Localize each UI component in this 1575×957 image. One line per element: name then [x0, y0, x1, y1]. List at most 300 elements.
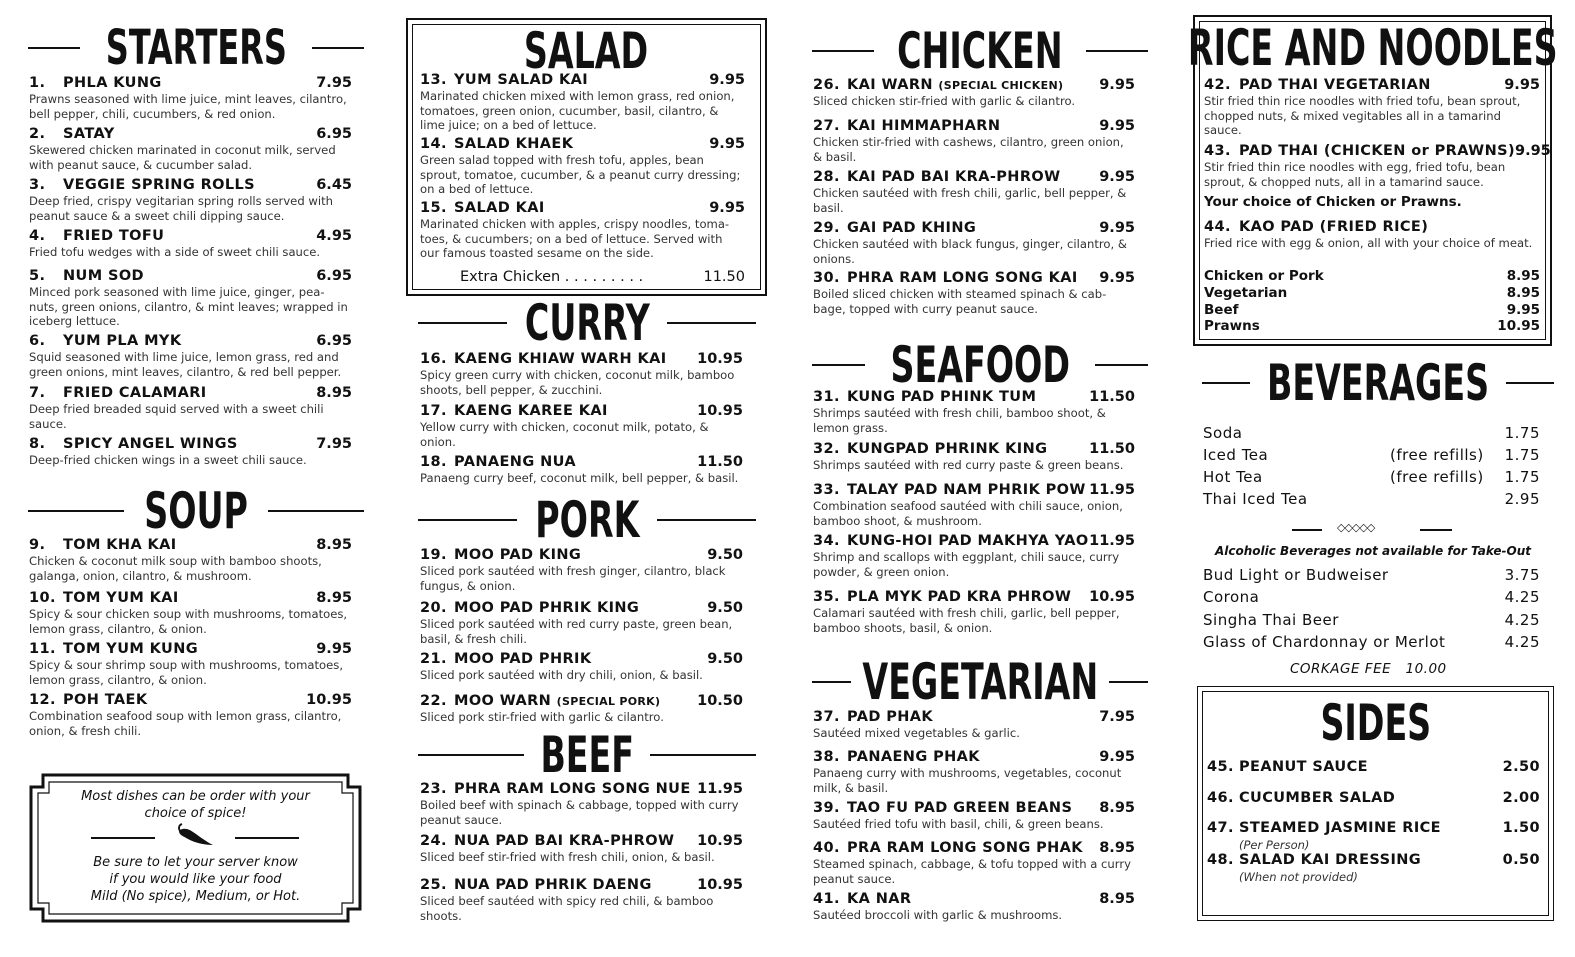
menu-item-price: 9.95 — [1099, 749, 1135, 765]
menu-item-name — [29, 436, 238, 452]
menu-item-price: 7.95 — [316, 436, 352, 452]
menu-item-price: 9.50 — [707, 600, 743, 616]
menu-item-row — [813, 270, 1135, 286]
side-item-name — [1207, 852, 1421, 868]
menu-item-row — [813, 749, 1135, 765]
menu-item-name — [29, 641, 198, 657]
menu-item — [813, 118, 1135, 164]
menu-item-description: Panaeng curry with mushrooms, vegetables, coconut milk, & basil. — [813, 766, 1122, 795]
menu-item-price: 8.95 — [316, 385, 352, 401]
seafood-heading — [812, 336, 1148, 394]
menu-item-title: KAI WARN — [847, 77, 933, 93]
menu-item-name — [420, 351, 667, 367]
menu-item-price: 8.95 — [1099, 891, 1135, 907]
extra-chicken-label: Extra Chicken . . . . . . . . . — [460, 269, 644, 285]
menu-item-title: KUNG-HOI PAD MAKHYA YAO — [847, 533, 1089, 549]
menu-item-description: Marinated chicken with apples, crispy noodles, toma-toes, & cucumbers; on a bed of lettuce. Served with our famous toasted sesame on the side. — [420, 217, 730, 260]
menu-item-price: 9.95 — [1504, 77, 1540, 93]
menu-item-row — [29, 126, 352, 142]
menu-item — [420, 72, 745, 133]
menu-item-name — [813, 891, 911, 907]
menu-item-name — [420, 547, 581, 563]
menu-item-row — [29, 692, 352, 708]
menu-item-description: Chicken stir-fried with cashews, cilantro, green onion, & basil. — [813, 135, 1124, 164]
menu-item-price: 9.95 — [709, 136, 745, 152]
starters-title: STARTERS — [105, 20, 287, 76]
rice-heading — [1187, 19, 1558, 77]
alcohol-row — [1203, 566, 1540, 584]
menu-item — [420, 200, 745, 261]
alcohol-price: 3.75 — [1504, 566, 1540, 584]
menu-item-number: 23. — [420, 781, 447, 797]
menu-item-description: Boiled sliced chicken with steamed spinach & cab-bage, topped with curry peanut sauce. — [813, 287, 1107, 316]
menu-item — [813, 891, 1135, 923]
rice-option-label: Beef — [1204, 302, 1239, 318]
menu-item-name — [29, 590, 179, 606]
diamond-ornament-icon: ◇◇◇◇◇ — [1337, 521, 1375, 534]
menu-item-price: 11.95 — [1089, 533, 1135, 549]
spice-line-5: Mild (No spice), Medium, or Hot. — [90, 889, 301, 904]
side-item-number: 48. — [1207, 852, 1234, 868]
menu-item-number: 27. — [813, 118, 840, 134]
alcohol-price: 4.25 — [1504, 633, 1540, 651]
pork-heading — [418, 491, 756, 549]
spice-line-2: choice of spice! — [144, 806, 247, 821]
spice-line-3: Be sure to let your server know — [93, 855, 298, 870]
menu-item-name — [420, 200, 545, 216]
menu-item-number: 10. — [29, 590, 56, 606]
menu-item-description: Sliced chicken stir-fried with garlic & cilantro. — [813, 94, 1076, 108]
menu-item-title: POH TAEK — [63, 692, 148, 708]
rice-option-price: 8.95 — [1506, 268, 1540, 284]
menu-item-name — [1204, 143, 1515, 159]
menu-item-row — [420, 833, 743, 849]
menu-item-title: PANAENG PHAK — [847, 749, 980, 765]
beverage-row — [1203, 424, 1540, 442]
menu-item-description: Marinated chicken mixed with lemon grass, red onion, tomatoes, green onion, cucumber, basil, cilantro, & lime juice; on a bed of lettuce. — [420, 89, 735, 132]
menu-item-description: Spicy & sour shrimp soup with mushrooms, tomatoes, lemon grass, cilantro, & onion. — [29, 658, 344, 687]
side-item-row — [1207, 759, 1540, 775]
menu-item-number: 40. — [813, 840, 840, 856]
menu-item-row — [29, 385, 352, 401]
menu-item-title: SALAD KHAEK — [454, 136, 574, 152]
menu-item-title: VEGGIE SPRING ROLLS — [63, 177, 256, 193]
alcohol-price: 4.25 — [1504, 588, 1540, 606]
menu-item-title: PHLA KUNG — [63, 75, 162, 91]
curry-heading — [418, 294, 756, 352]
menu-item-number: 19. — [420, 547, 447, 563]
side-item-price: 2.00 — [1502, 790, 1540, 806]
menu-item — [420, 781, 743, 827]
side-item-number: 47. — [1207, 820, 1234, 836]
side-item-number: 46. — [1207, 790, 1234, 806]
menu-item-description: Spicy & sour chicken soup with mushrooms, tomatoes, lemon grass, cilantro, & onion. — [29, 607, 348, 636]
menu-item-name — [813, 270, 1078, 286]
menu-item-title: PHRA RAM LONG SONG NUE — [454, 781, 691, 797]
side-item-title: STEAMED JASMINE RICE — [1239, 820, 1441, 836]
menu-item-description: Sautéed fried tofu with basil, chili, & green beans. — [813, 817, 1104, 831]
alcohol-note: Alcoholic Beverages not available for Take-Out — [1214, 544, 1531, 558]
menu-item-price: 10.95 — [306, 692, 352, 708]
menu-item — [29, 75, 352, 121]
menu-item-row — [420, 136, 745, 152]
menu-item-description: Fried rice with egg & onion, all with your choice of meat. — [1204, 236, 1533, 250]
menu-item — [1204, 143, 1551, 189]
menu-item-price: 11.95 — [1089, 482, 1135, 498]
menu-item-price: 8.95 — [1099, 800, 1135, 816]
menu-item-description: Sliced pork sautéed with red curry paste, green bean, basil, & fresh chili. — [420, 617, 733, 646]
alcohol-row — [1203, 588, 1540, 606]
side-item-note: (Per Person) — [1239, 838, 1310, 852]
menu-item — [29, 590, 352, 636]
spice-note-box — [29, 773, 362, 923]
menu-item-price: 7.95 — [316, 75, 352, 91]
menu-item-description: Sautéed mixed vegetables & garlic. — [813, 726, 1020, 740]
menu-item-title: TOM YUM KAI — [63, 590, 179, 606]
beverage-note: (free refills) — [1390, 468, 1484, 486]
menu-item-title: TOM YUM KUNG — [63, 641, 199, 657]
menu-item-price: 6.95 — [316, 268, 352, 284]
menu-item — [813, 441, 1135, 473]
vegetarian-title: VEGETARIAN — [862, 653, 1098, 711]
menu-item-price: 6.95 — [316, 126, 352, 142]
menu-item-name — [29, 333, 181, 349]
extra-chicken-row — [460, 269, 745, 285]
menu-item-title: YUM PLA MYK — [63, 333, 182, 349]
soup-title: SOUP — [144, 482, 248, 540]
menu-item-name — [29, 268, 144, 284]
menu-item-title: SATAY — [63, 126, 115, 142]
menu-item-number: 44. — [1204, 219, 1231, 235]
menu-item — [420, 693, 743, 725]
menu-item-description: Panaeng curry beef, coconut milk, bell pepper, & basil. — [420, 471, 739, 485]
side-item-row — [1207, 820, 1540, 836]
beverages-heading — [1202, 354, 1554, 412]
menu-item-subtitle: (SPECIAL CHICKEN) — [938, 79, 1064, 92]
menu-item-title: TAO FU PAD GREEN BEANS — [847, 800, 1073, 816]
rice-title: RICE AND NOODLES — [1187, 19, 1558, 77]
menu-item-row — [813, 800, 1135, 816]
menu-item-price: 11.50 — [1089, 389, 1135, 405]
menu-item-name — [1204, 219, 1428, 235]
menu-item-number: 7. — [29, 385, 46, 401]
menu-item-row — [1204, 219, 1540, 235]
menu-item-title: MOO PAD KING — [454, 547, 582, 563]
menu-item-row — [29, 268, 352, 284]
menu-item — [420, 454, 743, 486]
menu-item-title: MOO PAD PHRIK — [454, 651, 592, 667]
menu-item-price: 9.95 — [1099, 220, 1135, 236]
pork-title: PORK — [534, 491, 640, 549]
menu-item-name — [813, 220, 976, 236]
menu-item-number: 22. — [420, 693, 447, 709]
rice-option-row — [1204, 285, 1540, 301]
side-item-name — [1207, 820, 1441, 836]
menu-item — [420, 877, 743, 923]
side-item-row — [1207, 790, 1540, 806]
menu-item-name — [813, 709, 933, 725]
menu-item-row — [813, 118, 1135, 134]
menu-item-price: 10.50 — [697, 693, 743, 709]
menu-item — [29, 126, 352, 172]
beverage-price: 1.75 — [1504, 424, 1540, 442]
divider — [1420, 529, 1452, 531]
menu-item-description: Stir fried thin rice noodles with fried tofu, bean sprout, chopped nuts, & mixed vegitables all in a tamarind sauce. — [1204, 94, 1521, 137]
menu-item-row — [29, 590, 352, 606]
chili-pepper-icon — [175, 823, 217, 849]
menu-item-number: 9. — [29, 537, 46, 553]
menu-item-name — [813, 800, 1072, 816]
menu-item-number: 15. — [420, 200, 447, 216]
menu-item-description: Shrimp and scallops with eggplant, chili sauce, curry powder, & green onion. — [813, 550, 1120, 579]
beverage-note: (free refills) — [1390, 446, 1484, 464]
menu-item-name — [420, 403, 608, 419]
menu-item-description: Calamari sautéed with fresh chili, garlic, bell pepper, bamboo shoots, basil, & onion. — [813, 606, 1120, 635]
menu-item-title: MOO WARN — [454, 693, 552, 709]
menu-item — [420, 833, 743, 865]
menu-item-name — [1204, 77, 1431, 93]
menu-item-row — [420, 403, 743, 419]
menu-item-row — [813, 441, 1135, 457]
menu-item — [420, 351, 743, 397]
menu-item-row — [420, 600, 743, 616]
curry-title: CURRY — [524, 294, 650, 352]
rice-option-label: Vegetarian — [1204, 285, 1288, 301]
menu-item-title: PAD THAI (CHICKEN or PRAWNS) — [1239, 143, 1515, 159]
menu-item-description: Shrimps sautéed with red curry paste & green beans. — [813, 458, 1124, 472]
corkage-fee: CORKAGE FEE 10.00 — [1290, 661, 1447, 677]
menu-item-number: 32. — [813, 441, 840, 457]
menu-item-title: TOM KHA KAI — [63, 537, 177, 553]
menu-item-number: 42. — [1204, 77, 1231, 93]
menu-item — [29, 537, 352, 583]
side-item-name — [1207, 759, 1368, 775]
menu-item-description: Combination seafood soup with lemon grass, cilantro, onion, & fresh chili. — [29, 709, 342, 738]
menu-item — [813, 169, 1135, 215]
menu-item-title: PAD THAI VEGETARIAN — [1239, 77, 1431, 93]
menu-item-price: 9.95 — [316, 641, 352, 657]
menu-item-row — [813, 482, 1135, 498]
rice-option-label: Chicken or Pork — [1204, 268, 1324, 284]
menu-item-row — [1204, 143, 1551, 159]
side-item-name — [1207, 790, 1395, 806]
menu-item-description: Deep-fried chicken wings in a sweet chili sauce. — [29, 453, 307, 467]
menu-item-number: 6. — [29, 333, 46, 349]
side-item-title: CUCUMBER SALAD — [1239, 790, 1396, 806]
menu-item-price: 10.95 — [697, 833, 743, 849]
menu-item-row — [813, 709, 1135, 725]
menu-item-number: 39. — [813, 800, 840, 816]
side-item-title: SALAD KAI DRESSING — [1239, 852, 1422, 868]
menu-item-title: KAENG KAREE KAI — [454, 403, 608, 419]
menu-item-number: 4. — [29, 228, 46, 244]
menu-item-description: Chicken sautéed with fresh chili, garlic, bell pepper, & basil. — [813, 186, 1127, 215]
menu-item-description: Sliced pork sautéed with dry chili, onion, & basil. — [420, 668, 703, 682]
menu-item-number: 34. — [813, 533, 840, 549]
menu-item-title: KAO PAD (FRIED RICE) — [1239, 219, 1429, 235]
menu-item-description: Squid seasoned with lime juice, lemon grass, red and green onions, mint leaves, cilantro, & red bell pepper. — [29, 350, 342, 379]
menu-item-row — [29, 641, 352, 657]
menu-item-description: Yellow curry with chicken, coconut milk, potato, & onion. — [420, 420, 709, 449]
menu-item-description: Sliced beef sautéed with spicy red chili, & bamboo shoots. — [420, 894, 714, 923]
beef-title: BEEF — [540, 726, 634, 784]
menu-item-name — [813, 169, 1061, 185]
menu-item-row — [29, 537, 352, 553]
divider — [235, 837, 299, 839]
menu-item-subtitle: (SPECIAL PORK) — [556, 695, 661, 708]
menu-item-price: 10.95 — [697, 877, 743, 893]
menu-item-price: 9.50 — [707, 547, 743, 563]
beverages-title: BEVERAGES — [1266, 354, 1490, 412]
menu-item-name — [29, 177, 255, 193]
menu-item-price: 9.95 — [1099, 118, 1135, 134]
menu-item-title: NUA PAD PHRIK DAENG — [454, 877, 652, 893]
beverage-price: 1.75 — [1504, 468, 1540, 486]
menu-item-name — [420, 693, 660, 709]
divider — [91, 837, 155, 839]
menu-item-description: Sliced pork sautéed with fresh ginger, cilantro, black fungus, & onion. — [420, 564, 726, 593]
side-item-price: 1.50 — [1502, 820, 1540, 836]
menu-item — [813, 270, 1135, 316]
menu-item-row — [420, 200, 745, 216]
menu-item-name — [29, 385, 207, 401]
menu-item-number: 20. — [420, 600, 447, 616]
menu-item — [813, 77, 1135, 109]
beverage-price: 1.75 — [1504, 446, 1540, 464]
beverage-name: Hot Tea — [1203, 468, 1263, 486]
menu-item-number: 12. — [29, 692, 56, 708]
menu-item-price: 6.45 — [316, 177, 352, 193]
salad-title: SALAD — [524, 22, 649, 80]
beverage-row — [1203, 490, 1540, 508]
menu-item-number: 18. — [420, 454, 447, 470]
menu-item-row — [420, 651, 743, 667]
menu-item-number: 1. — [29, 75, 46, 91]
menu-item-title: PRA RAM LONG SONG PHAK — [847, 840, 1083, 856]
seafood-title: SEAFOOD — [890, 336, 1070, 394]
menu-item-description: Fried tofu wedges with a side of sweet chili sauce. — [29, 245, 321, 259]
menu-item-price: 9.95 — [1099, 169, 1135, 185]
menu-item-row — [813, 389, 1135, 405]
menu-item-title: GAI PAD KHING — [847, 220, 977, 236]
menu-item-name — [813, 482, 1086, 498]
menu-item — [29, 228, 352, 260]
menu-item-description: Shrimps sautéed with fresh chili, bamboo shoot, & lemon grass. — [813, 406, 1106, 435]
rice-option-price: 10.95 — [1497, 318, 1540, 334]
menu-item-row — [1204, 77, 1540, 93]
side-item-price: 2.50 — [1502, 759, 1540, 775]
menu-item-number: 33. — [813, 482, 840, 498]
menu-item — [29, 385, 352, 431]
menu-item-description: Green salad topped with fresh tofu, apples, bean sprout, tomatoe, cucumber, & a peanut curry dressing; on a bed of lettuce. — [420, 153, 741, 196]
menu-item-price: 10.95 — [697, 403, 743, 419]
menu-item-number: 35. — [813, 589, 840, 605]
menu-item-description: Sautéed broccoli with garlic & mushrooms. — [813, 908, 1063, 922]
menu-item-name — [813, 533, 1089, 549]
menu-item-name — [813, 118, 1000, 134]
sides-title: SIDES — [1320, 694, 1431, 752]
menu-item-title: MOO PAD PHRIK KING — [454, 600, 640, 616]
menu-item-number: 25. — [420, 877, 447, 893]
menu-item-price: 4.95 — [316, 228, 352, 244]
beverage-name: Iced Tea — [1203, 446, 1269, 464]
menu-item-description: Spicy green curry with chicken, coconut milk, bamboo shoots, bell pepper, & zucchini. — [420, 368, 735, 397]
menu-item-number: 24. — [420, 833, 447, 849]
menu-item-title: FRIED CALAMARI — [63, 385, 207, 401]
menu-item-row — [420, 547, 743, 563]
menu-item — [29, 177, 352, 223]
menu-item — [813, 533, 1135, 579]
menu-item-row — [420, 877, 743, 893]
menu-item — [29, 333, 352, 379]
menu-item-row — [29, 436, 352, 452]
alcohol-row — [1203, 633, 1540, 651]
menu-item-row — [420, 781, 743, 797]
menu-item-row — [813, 840, 1135, 856]
menu-item-number: 13. — [420, 72, 447, 88]
divider — [1292, 529, 1322, 531]
menu-item-name — [29, 537, 177, 553]
menu-item — [813, 220, 1135, 266]
beverage-row — [1203, 468, 1540, 486]
menu-item-name — [29, 228, 164, 244]
menu-item-price: 9.50 — [707, 651, 743, 667]
beverage-note — [1390, 424, 1500, 442]
alcohol-name: Singha Thai Beer — [1203, 611, 1339, 629]
menu-item — [29, 436, 352, 468]
menu-item-title: SPICY ANGEL WINGS — [63, 436, 238, 452]
rice-option-label: Prawns — [1204, 318, 1260, 334]
menu-item-name — [420, 136, 573, 152]
menu-item-title: PANAENG NUA — [454, 454, 576, 470]
menu-item-title: KAI HIMMAPHARN — [847, 118, 1001, 134]
menu-item-title: NUM SOD — [63, 268, 144, 284]
menu-item-description: Minced pork seasoned with lime juice, ginger, pea-nuts, green onions, cilantro, & mint leaves; wrapped in iceberg lettuce. — [29, 285, 348, 328]
extra-chicken-price: 11.50 — [703, 269, 745, 285]
vegetarian-heading — [812, 653, 1148, 711]
menu-item-number: 14. — [420, 136, 447, 152]
rice-option-price: 8.95 — [1506, 285, 1540, 301]
menu-item-price: 7.95 — [1099, 709, 1135, 725]
menu-item — [813, 389, 1135, 435]
menu-item-description: Stir fried thin rice noodles with egg, fried tofu, bean sprout, & chopped nuts, all in a tamarind sauce. — [1204, 160, 1506, 189]
beverage-row — [1203, 446, 1540, 464]
menu-item-row — [420, 454, 743, 470]
side-item-row — [1207, 852, 1540, 868]
menu-item — [1204, 77, 1540, 138]
menu-item-price: 9.95 — [1514, 143, 1551, 159]
side-item-number: 45. — [1207, 759, 1234, 775]
menu-item-name — [29, 692, 147, 708]
menu-item-number: 17. — [420, 403, 447, 419]
menu-item — [29, 268, 352, 329]
menu-item-row — [813, 220, 1135, 236]
rice-option-row — [1204, 302, 1540, 318]
menu-item-row — [29, 228, 352, 244]
menu-item-name — [29, 126, 115, 142]
menu-item-number: 41. — [813, 891, 840, 907]
rice-option-row — [1204, 268, 1540, 284]
menu-item — [420, 600, 743, 646]
menu-item-title: TALAY PAD NAM PHRIK POW — [847, 482, 1086, 498]
menu-item-price: 11.50 — [697, 454, 743, 470]
menu-item-title: KA NAR — [847, 891, 912, 907]
menu-item-price: 9.95 — [1099, 77, 1135, 93]
menu-item-name — [813, 389, 1036, 405]
menu-item — [420, 136, 745, 197]
menu-item-description: Deep fried, crispy vegitarian spring rolls served with peanut sauce & a sweet chili dipping sauce. — [29, 194, 333, 223]
beverage-price: 2.95 — [1504, 490, 1540, 508]
